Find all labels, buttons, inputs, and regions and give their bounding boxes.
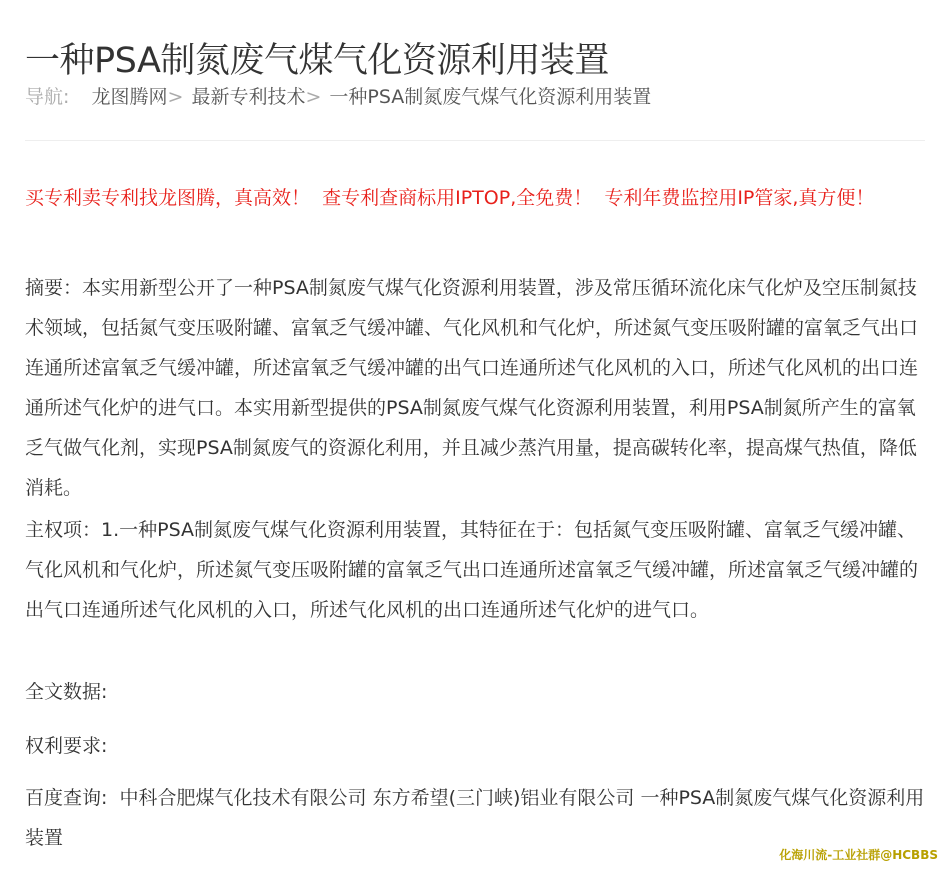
watermark: 化海川流-工业社群@HCBBS	[779, 848, 938, 862]
promo-link-longtuteng[interactable]: 买专利卖专利找龙图腾，真高效！	[25, 187, 311, 209]
header-divider	[25, 140, 925, 141]
breadcrumb-separator: >	[305, 86, 322, 108]
abstract-text: 本实用新型公开了一种PSA制氮废气煤气化资源利用装置，涉及常压循环流化床气化炉及空压制氮技术领域，包括氮气变压吸附罐、富氧乏气缓冲罐、气化风机和气化炉，所述氮气变压吸附罐的富氧乏气出口连通所述富氧乏气缓冲罐，所述富氧乏气缓冲罐的出气口连通所述气化风机的入口，所述气化风机的出口连通所述气化炉的进气口。本实用新型提供的PSA制氮废气煤气化资源利用装置，利用PSA制氮所产生的富氧乏气做气化剂，实现PSA制氮废气的资源化利用，并且减少蒸汽用量，提高碳转化率，提高煤气热值，降低消耗。	[25, 277, 919, 499]
claims-label: 权利要求:	[25, 735, 108, 757]
breadcrumb	[25, 84, 651, 110]
breadcrumb-label: 导航:	[25, 86, 70, 108]
main-claim-section	[25, 510, 929, 630]
fulltext-label: 全文数据:	[25, 681, 108, 703]
promo-link-ip-manager[interactable]: 专利年费监控用IP管家,真方便！	[604, 187, 875, 209]
breadcrumb-current: 一种PSA制氮废气煤气化资源利用装置	[329, 86, 652, 108]
baidu-link-applicant-1[interactable]: 中科合肥煤气化技术有限公司	[119, 787, 367, 809]
main-claim-text: 1.一种PSA制氮废气煤气化资源利用装置，其特征在于：包括氮气变压吸附罐、富氧乏气缓冲罐、气化风机和气化炉，所述氮气变压吸附罐的富氧乏气出口连通所述富氧乏气缓冲罐，所述富氧乏气缓冲罐的出气口连通所述气化风机的入口，所述气化风机的出口连通所述气化炉的进气口。	[25, 519, 919, 621]
claims-section	[25, 726, 929, 766]
page-title: 一种PSA制氮废气煤气化资源利用装置	[25, 41, 609, 81]
abstract-section	[25, 268, 929, 508]
baidu-link-applicant-2[interactable]: 东方希望(三门峡)铝业有限公司	[372, 787, 635, 809]
baidu-link-title[interactable]: 一种PSA制氮废气煤气化资源利用装置	[25, 787, 925, 849]
breadcrumb-link-latest-patents[interactable]: 最新专利技术	[191, 86, 306, 108]
breadcrumb-link-home[interactable]: 龙图腾网	[91, 86, 168, 108]
baidu-label: 百度查询:	[25, 787, 108, 809]
abstract-label: 摘要：	[25, 277, 83, 299]
fulltext-section	[25, 672, 929, 712]
breadcrumb-separator: >	[167, 86, 184, 108]
promo-link-iptop[interactable]: 查专利查商标用IPTOP,全免费！	[322, 187, 593, 209]
promo-banner	[25, 178, 905, 218]
main-claim-label: 主权项：	[25, 519, 102, 541]
